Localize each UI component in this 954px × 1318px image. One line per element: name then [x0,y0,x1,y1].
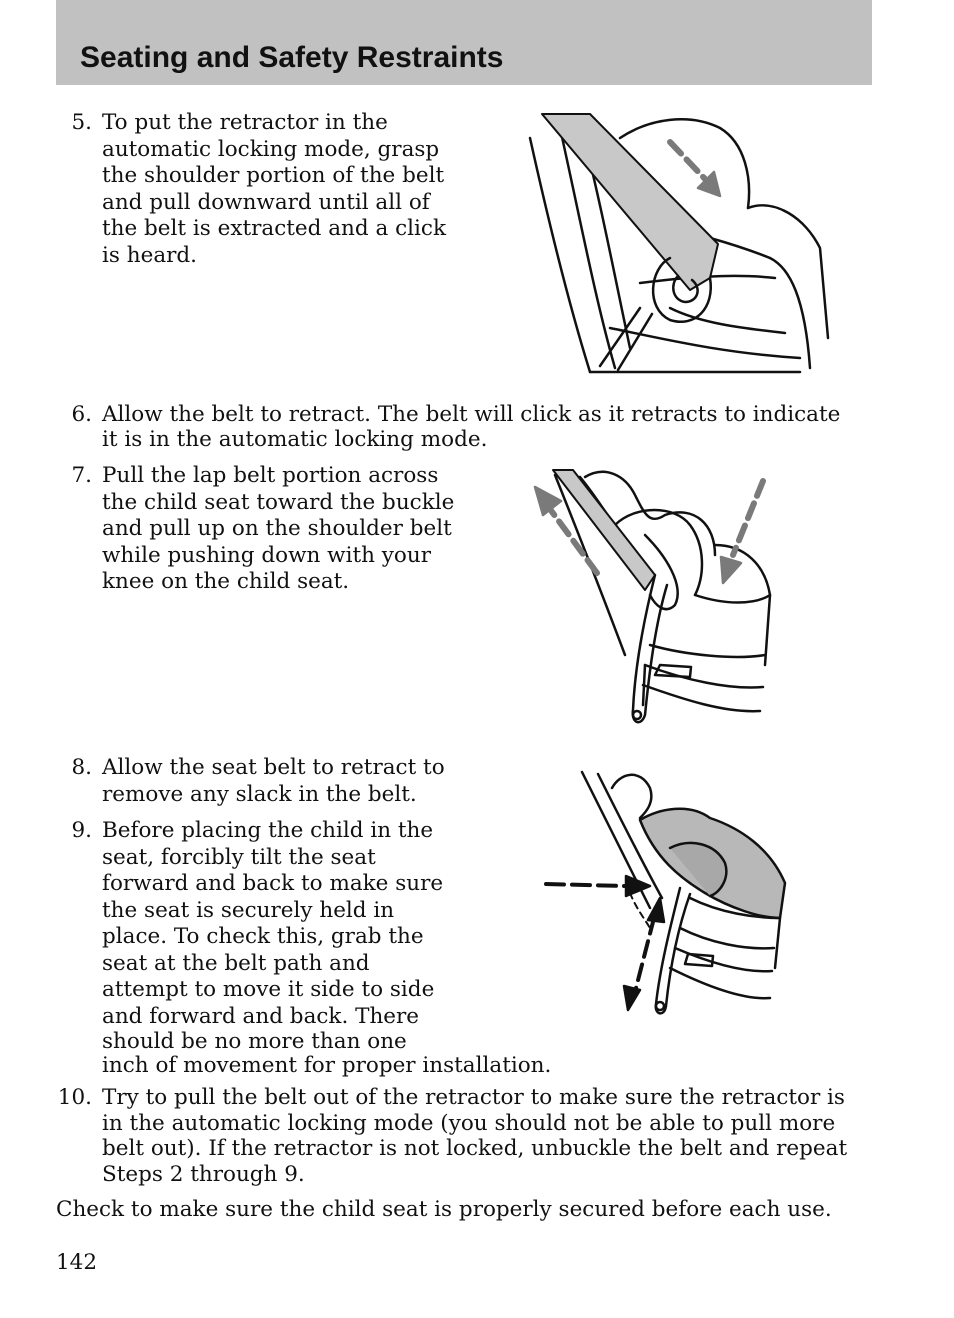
step-line: should be no more than one [102,1029,407,1054]
step-line: and pull up on the shoulder belt [102,516,452,541]
step-line: To put the retractor in the [102,110,388,135]
step-number: 7. [71,463,92,488]
step-line: Steps 2 through 9. [102,1161,305,1187]
step-line: Before placing the child in the [102,818,434,843]
step-line: in the automatic locking mode (you should not be able to pull more [102,1110,836,1136]
section-title: Seating and Safety Restraints [80,41,504,74]
step-number: 8. [71,755,92,780]
step-line: automatic locking mode, grasp [102,136,440,162]
step-line: seat, forcibly tilt the seat [102,844,376,870]
step-line: knee on the child seat. [102,569,350,594]
step-number: 9. [71,818,92,843]
step-text [102,463,482,596]
closing-note: Check to make sure the child seat is properly secured before each use. [56,1197,832,1222]
step-line: and pull downward until all of [102,189,430,215]
section-header-bar [56,0,872,85]
step-line: inch of movement for proper installation. [102,1053,552,1078]
step-text [102,1085,892,1187]
retractor-pull-illustration [520,108,840,380]
step-line: is heard. [102,242,198,268]
step-number: 10. [57,1085,92,1110]
step-line: attempt to move it side to side [102,977,435,1002]
seat-tightness-check-illustration [540,768,800,1018]
down-arrow-head [624,986,640,1010]
side-arrow-shaft [546,884,624,886]
step-line: Try to pull the belt out of the retractor to make sure the retractor is [102,1085,845,1110]
step-line: the shoulder portion of the belt [102,163,445,188]
step-line: it is in the automatic locking mode. [102,427,488,452]
step-line: forward and back to make sure [102,871,444,896]
step-line: seat at the belt path and [102,950,370,976]
step-line: Allow the belt to retract. The belt will click as it retracts to indicate [102,402,841,427]
shoulder-belt [542,114,718,290]
step-line: while pushing down with your [102,542,431,568]
down-arrow-head [721,557,741,583]
step-line: and forward and back. There [102,1003,420,1029]
up-down-arrow-shaft [636,918,654,988]
downward-arrow-shaft [670,142,706,180]
step-line: belt out). If the retractor is not locked, unbuckle the belt and repeat [102,1136,848,1161]
up-arrow-head [535,487,561,515]
step-line: Allow the seat belt to retract to [102,755,445,780]
step-line: place. To check this, grab the [102,924,424,949]
step-number: 6. [71,402,92,427]
step-line: the child seat toward the buckle [102,489,455,515]
step-text [102,110,482,269]
lap-belt-pull-illustration [525,465,785,730]
step-text [102,818,612,1078]
down-arrow-shaft [733,481,763,555]
step-number: 5. [71,110,92,135]
step-text [102,755,482,808]
step-line: the belt is extracted and a click [102,216,446,241]
step-line: the seat is securely held in [102,897,395,923]
step-text [102,402,882,452]
up-arrow-head [648,898,664,922]
page-number: 142 [56,1250,98,1275]
step-line: Pull the lap belt portion across [102,463,439,488]
step-line: remove any slack in the belt. [102,781,417,807]
